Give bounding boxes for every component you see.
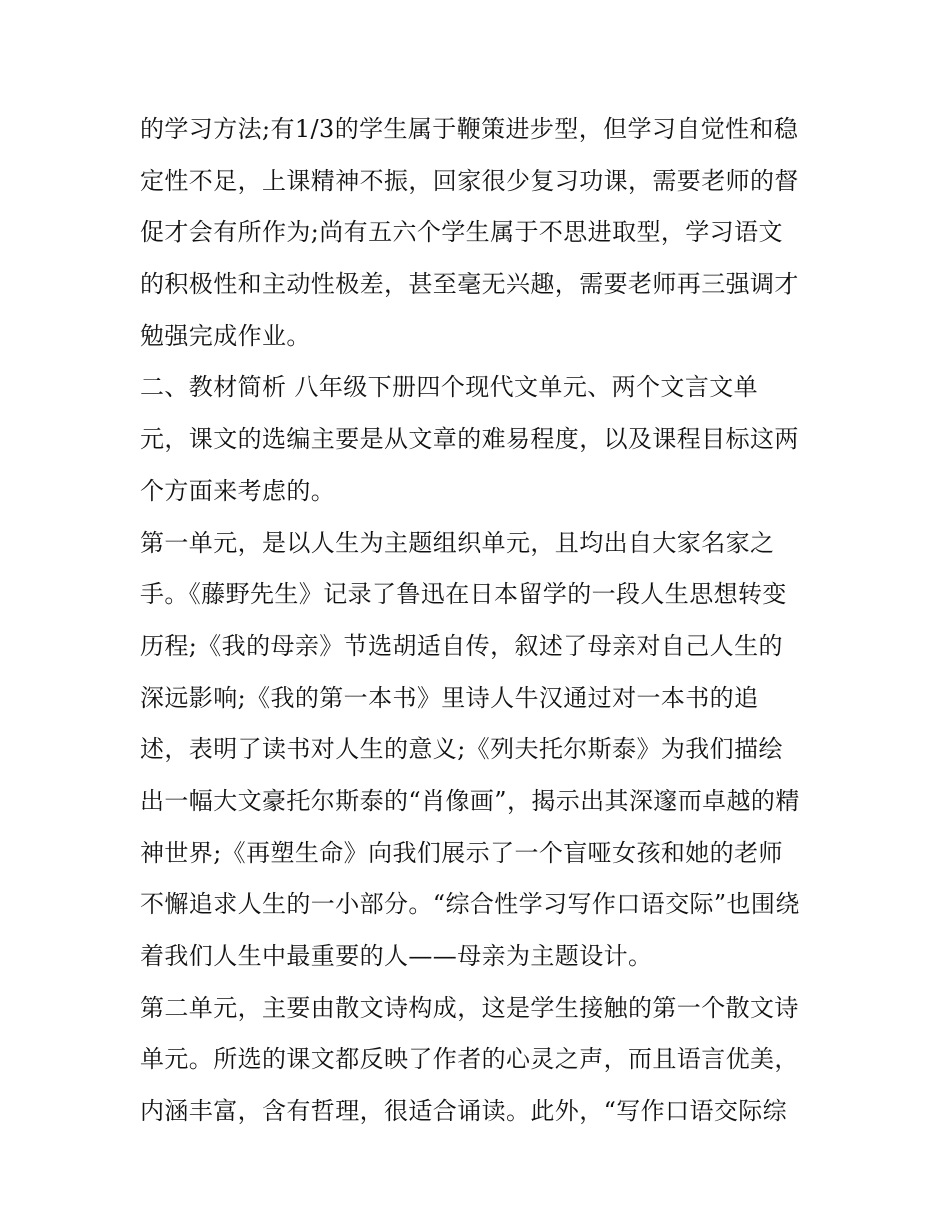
text-line: 着我们人生中最重要的人——母亲为主题设计。 [140,942,653,970]
text-line: 单元。所选的课文都反映了作者的心灵之声，而且语言优美， [140,1045,799,1074]
text-line: 内涵丰富，含有哲理，很适合诵读。此外，“写作口语交际综 [140,1097,788,1126]
text-line: 神世界;《再塑生命》向我们展示了一个盲哑女孩和她的老师 [140,838,783,867]
text-line: 述，表明了读书对人生的意义;《列夫托尔斯泰》为我们描绘 [140,735,783,764]
text-line: 个方面来考虑的。 [140,476,336,505]
text-line: 第二单元，主要由散文诗构成，这是学生接触的第一个散文诗 [140,993,799,1022]
text-line: 不懈追求人生的一小部分。“综合性学习写作口语交际”也围绕 [140,890,800,919]
text-line: 第一单元，是以人生为主题组织单元，且均出自大家名家之 [140,528,775,557]
document-body [140,104,830,1138]
text-line: 勉强完成作业。 [140,321,311,350]
text-line: 深远影响;《我的第一本书》里诗人牛汉通过对一本书的追 [140,683,759,712]
text-line: 手。《藤野先生》记录了鲁迅在日本留学的一段人生思想转变 [140,580,787,609]
text-line: 的积极性和主动性极差，甚至毫无兴趣，需要老师再三强调才 [140,270,799,299]
section-heading-line: 二、教材简析 八年级下册四个现代文单元、两个文言文单 [140,373,759,402]
text-line: 元，课文的选编主要是从文章的难易程度，以及课程目标这两 [140,425,799,454]
text-line: 的学习方法;有1/3的学生属于鞭策进步型，但学习自觉性和稳 [140,115,799,143]
text-line: 历程;《我的母亲》节选胡适自传，叙述了母亲对自己人生的 [140,631,783,660]
text-line: 定性不足，上课精神不振，回家很少复习功课，需要老师的督 [140,166,799,195]
text-line: 出一幅大文豪托尔斯泰的“肖像画”，揭示出其深邃而卓越的精 [140,786,800,815]
text-line: 促才会有所作为;尚有五六个学生属于不思进取型，学习语文 [140,218,783,247]
